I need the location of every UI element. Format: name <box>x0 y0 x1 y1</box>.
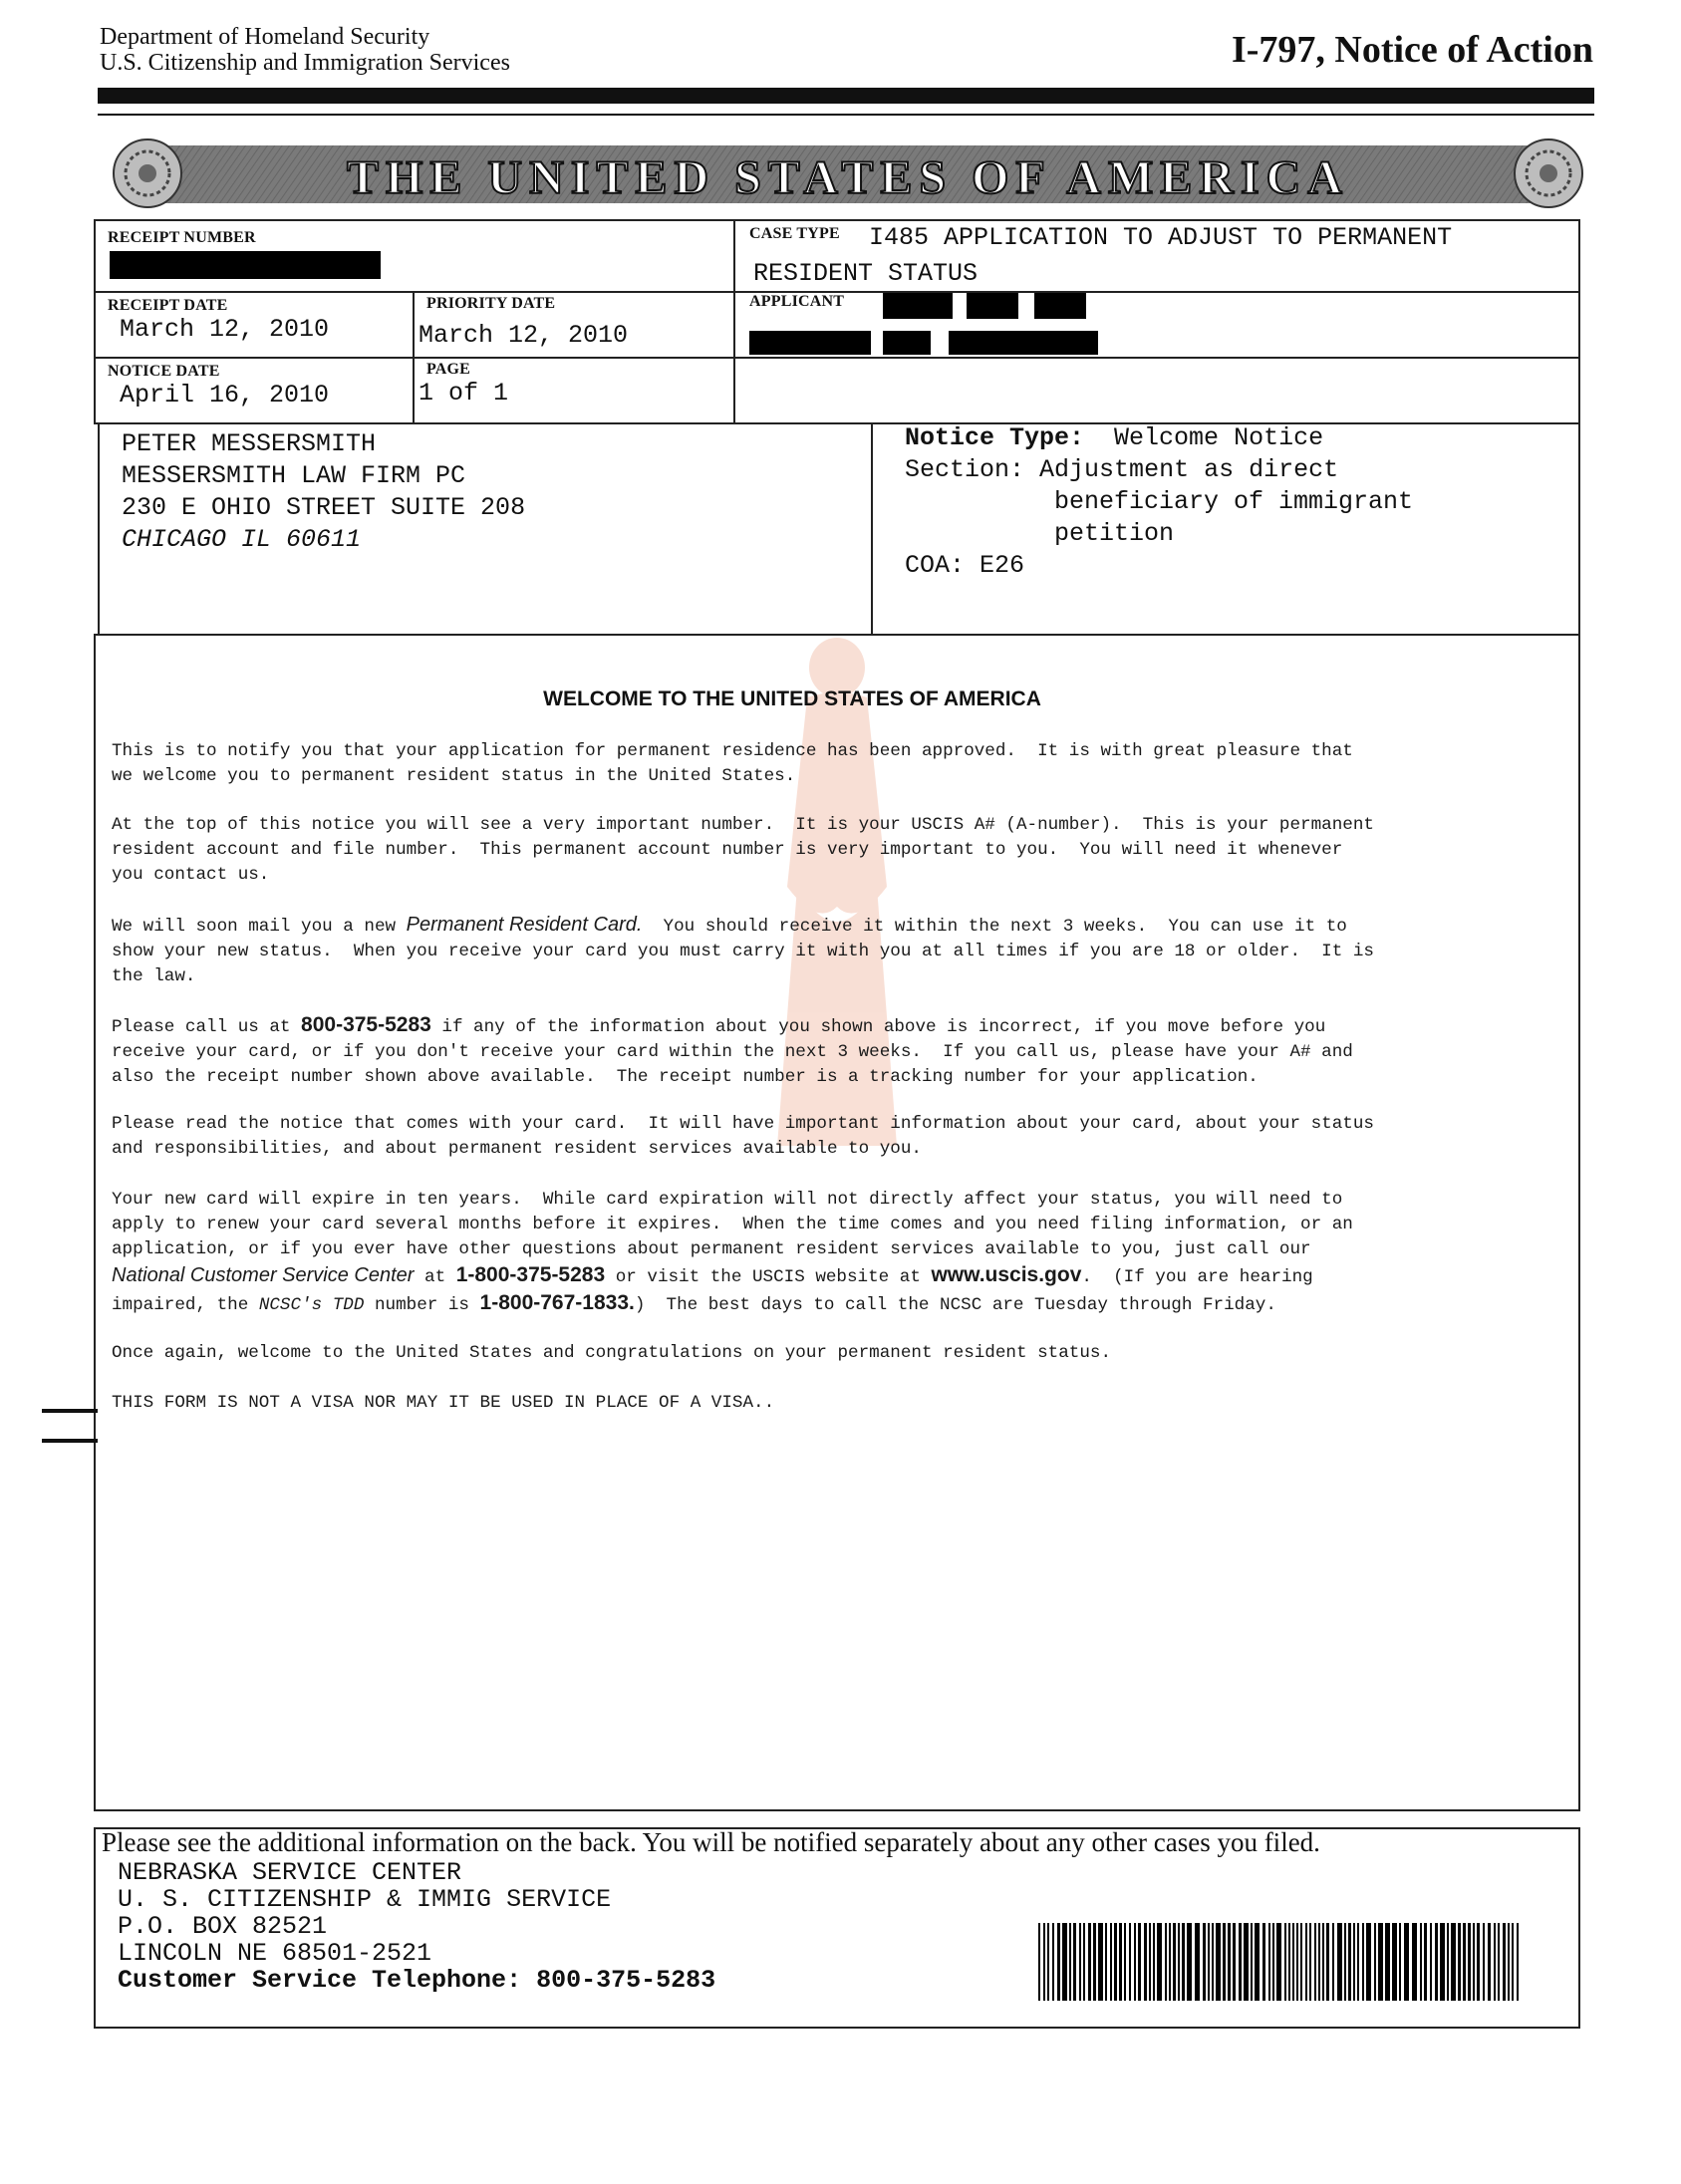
header-rule-thin <box>98 114 1594 116</box>
paragraph-approval <box>112 739 1566 789</box>
applicant-redacted <box>749 331 871 355</box>
text-line: you contact us. <box>112 865 270 885</box>
text-line: show your new status. When you receive your card you must carry it with you at all times if you are 18 or older. It is <box>112 942 1374 961</box>
service-center-address <box>118 1859 715 1994</box>
paragraph-a-number <box>112 813 1566 888</box>
text-line: and responsibilities, and about permanent resident services available to you. <box>112 1139 922 1159</box>
footer-note: Please see the additional information on the back. You will be notified separately about any other cases you filed. <box>102 1827 1320 1857</box>
section-label: Section: <box>905 455 1025 484</box>
text-span: We will soon mail you a new <box>112 917 407 937</box>
website-link[interactable]: www.uscis.gov <box>931 1263 1082 1286</box>
address-line: P.O. BOX 82521 <box>118 1912 328 1941</box>
paragraph-card-expiry <box>112 1188 1566 1318</box>
applicant-redacted <box>967 293 1018 319</box>
text-span: at <box>414 1267 456 1287</box>
applicant-redacted <box>949 331 1098 355</box>
text-line: At the top of this notice you will see a very important number. It is your USCIS A# (A-number). This is your permanent <box>112 815 1374 835</box>
letter-heading: WELCOME TO THE UNITED STATES OF AMERICA <box>543 687 1041 710</box>
coa-code: COA: E26 <box>905 551 1025 580</box>
notice-type-block <box>905 422 1413 582</box>
section-line: beneficiary of immigrant <box>1054 487 1414 516</box>
phone-number: 800-375-5283 <box>301 1013 431 1036</box>
case-type-label: CASE TYPE <box>749 225 840 242</box>
ncsc-term: National Customer Service Center <box>112 1264 415 1286</box>
receipt-number-label: RECEIPT NUMBER <box>108 229 256 246</box>
recipient-line: PETER MESSERSMITH <box>122 429 377 458</box>
text-span: . (If you are hearing <box>1081 1267 1313 1287</box>
text-line: This is to notify you that your application for permanent residence has been approved. It is with great pleasure that <box>112 741 1353 761</box>
text-line: also the receipt number shown above available. The receipt number is a tracking number for your application. <box>112 1067 1259 1087</box>
text-span: if any of the information about you shown above is incorrect, if you move before you <box>430 1017 1326 1037</box>
grid-divider <box>94 357 1580 359</box>
customer-service-phone: Customer Service Telephone: 800-375-5283 <box>118 1966 716 1995</box>
text-line: resident account and file number. This permanent account number is very important to you. You will need it whenever <box>112 840 1343 860</box>
phone-number: 1-800-375-5283 <box>455 1263 606 1286</box>
recipient-line: MESSERSMITH LAW FIRM PC <box>122 461 466 490</box>
case-type-value: I485 APPLICATION TO ADJUST TO PERMANENT <box>869 223 1453 252</box>
text-span: You should receive it within the next 3 weeks. You can use it to <box>642 917 1347 937</box>
permanent-resident-card-term: Permanent Resident Card. <box>406 914 643 936</box>
applicant-label: APPLICANT <box>749 293 845 310</box>
recipient-line: 230 E OHIO STREET SUITE 208 <box>122 493 526 522</box>
text-span: number is <box>364 1295 480 1315</box>
paragraph-card-mailing <box>112 913 1566 989</box>
text-span: or visit the USCIS website at <box>605 1267 932 1287</box>
notice-type-label: Notice Type: <box>905 423 1085 452</box>
text-span: impaired, the <box>112 1295 259 1315</box>
phone-number: 1-800-767-1833. <box>479 1291 635 1314</box>
paragraph-not-a-visa: THIS FORM IS NOT A VISA NOR MAY IT BE USED IN PLACE OF A VISA.. <box>112 1393 775 1413</box>
address-line: LINCOLN NE 68501-2521 <box>118 1939 432 1968</box>
text-line: application, or if you ever have other questions about permanent resident services available to you, just call our <box>112 1239 1311 1259</box>
notice-type-value: Welcome Notice <box>1114 423 1324 452</box>
agency-name: U.S. Citizenship and Immigration Services <box>100 50 510 77</box>
usa-banner <box>112 128 1584 219</box>
notice-date: April 16, 2010 <box>120 381 330 410</box>
text-line: apply to renew your card several months before it expires. When the time comes and you need filing information, or an <box>112 1215 1353 1234</box>
page-label: PAGE <box>426 361 471 378</box>
department-name: Department of Homeland Security <box>100 24 430 50</box>
form-title: I-797, Notice of Action <box>1231 29 1593 71</box>
text-span: Please call us at <box>112 1017 302 1037</box>
agency-header <box>100 24 510 77</box>
applicant-redacted <box>1034 293 1086 319</box>
applicant-redacted <box>883 293 953 319</box>
text-line: the law. <box>112 966 196 986</box>
margin-mark <box>42 1409 98 1413</box>
priority-date: March 12, 2010 <box>419 321 629 350</box>
priority-date-label: PRIORITY DATE <box>426 295 556 312</box>
header-rule <box>98 88 1594 104</box>
receipt-date: March 12, 2010 <box>120 315 330 344</box>
tdd-term: NCSC's TDD <box>258 1295 365 1315</box>
liberty-watermark-icon <box>737 628 937 1186</box>
receipt-date-label: RECEIPT DATE <box>108 297 228 314</box>
paragraph-congratulations: Once again, welcome to the United States and congratulations on your permanent resident status. <box>112 1343 1112 1363</box>
banner-text: THE UNITED STATES OF AMERICA <box>347 151 1349 204</box>
paragraph-call-us <box>112 1012 1566 1090</box>
rosette-left-icon <box>114 139 181 207</box>
grid-divider <box>871 422 873 636</box>
text-span: ) The best days to call the NCSC are Tuesday through Friday. <box>634 1295 1276 1315</box>
text-line: we welcome you to permanent resident status in the United States. <box>112 766 796 786</box>
rosette-right-icon <box>1515 139 1582 207</box>
barcode-icon <box>1036 1923 1523 2001</box>
case-type-value-line2: RESIDENT STATUS <box>753 259 979 288</box>
section-line: petition <box>1054 519 1175 548</box>
section-line: Adjustment as direct <box>1039 455 1339 484</box>
recipient-address <box>122 428 525 556</box>
page-value: 1 of 1 <box>419 379 509 408</box>
margin-mark <box>42 1439 98 1443</box>
text-line: Please read the notice that comes with your card. It will have important information about your card, about your status <box>112 1114 1374 1134</box>
grid-divider <box>413 291 415 424</box>
grid-divider <box>733 219 735 424</box>
paragraph-read-notice <box>112 1112 1566 1162</box>
applicant-redacted <box>883 331 931 355</box>
notice-date-label: NOTICE DATE <box>108 363 220 380</box>
recipient-line: CHICAGO IL 60611 <box>122 525 362 554</box>
text-line: receive your card, or if you don't receive your card within the next 3 weeks. If you call us, please have your A# and <box>112 1042 1353 1062</box>
text-line: Your new card will expire in ten years. While card expiration will not directly affect your status, you will need to <box>112 1190 1343 1210</box>
receipt-number-redacted <box>110 251 381 279</box>
address-line: NEBRASKA SERVICE CENTER <box>118 1858 462 1887</box>
address-line: U. S. CITIZENSHIP & IMMIG SERVICE <box>118 1885 612 1914</box>
